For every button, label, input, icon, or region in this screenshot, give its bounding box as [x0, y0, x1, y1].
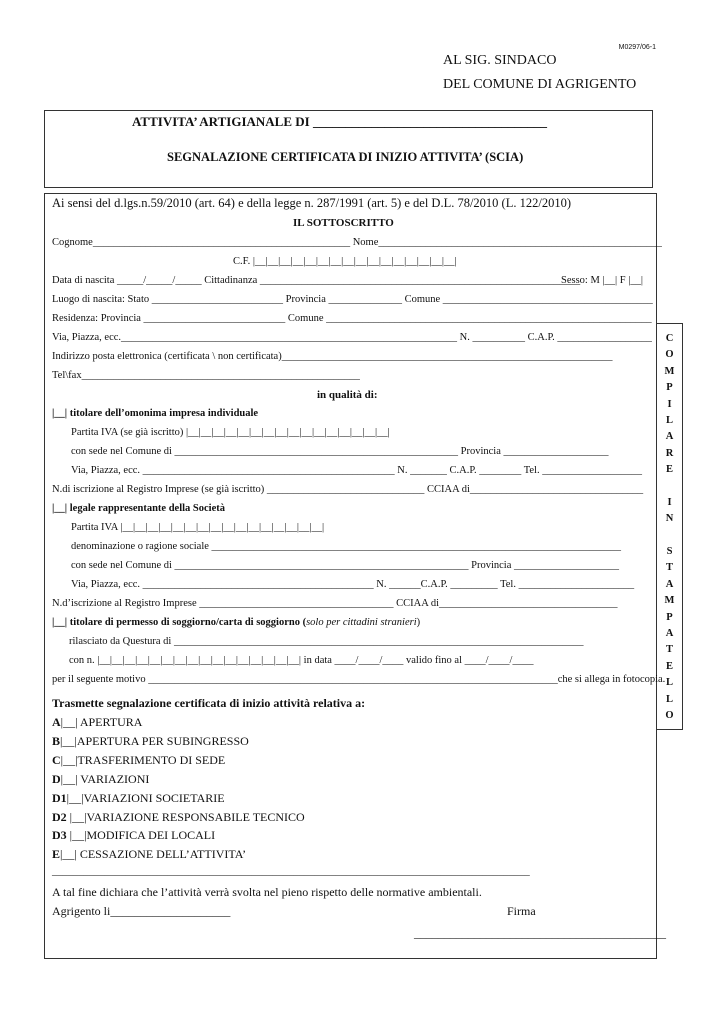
option-text: |__|MODIFICA DEI LOCALI [66, 828, 216, 842]
option-letter: B [52, 734, 61, 748]
option-letter: C [52, 753, 61, 767]
denominazione-field[interactable]: denominazione o ragione sociale ______________________________________________________________________________ [71, 541, 622, 552]
option-text: |__| VARIAZIONI [60, 772, 150, 786]
residenza-field[interactable]: Residenza: Provincia ___________________________ Comune ______________________________________________________________ [52, 313, 652, 324]
vertical-letter: E [665, 464, 673, 476]
via-2-field[interactable]: Via, Piazza, ecc. ____________________________________________ N. ______C.A.P. _________ Tel. ______________________ [71, 579, 635, 590]
cognome-nome-field[interactable]: Cognome_________________________________________________ Nome______________________________________________________ [52, 237, 662, 248]
permesso-numero-field[interactable]: con n. |__|__|__|__|__|__|__|__|__|__|__|__|__|__|__|__| in data ____/____/____ valido fino al ____/____/____ [69, 655, 534, 666]
sede-1-field[interactable]: con sede nel Comune di ______________________________________________________ Provincia ____________________ [71, 446, 609, 457]
vertical-letter: T [665, 562, 673, 574]
firma-label: Firma [507, 904, 536, 918]
option-text: |__|APERTURA PER SUBINGRESSO [60, 734, 249, 748]
form-code: M0297/06-1 [618, 44, 656, 51]
vertical-letter: L [665, 693, 673, 705]
option-subingresso[interactable] [52, 734, 249, 749]
option-letter: D [52, 772, 61, 786]
vertical-instruction [656, 323, 683, 730]
vertical-letter: T [665, 644, 673, 656]
legal-reference: Ai sensi del d.lgs.n.59/2010 (art. 64) e della legge n. 287/1991 (art. 5) e del D.L. 78/2010 (L. 122/2010) [52, 196, 571, 210]
option-variazioni-societarie[interactable] [52, 791, 225, 806]
vertical-letter: R [665, 447, 674, 459]
vertical-letter: L [665, 677, 673, 689]
vertical-letter: M [664, 595, 675, 607]
option-text: |__| APERTURA [60, 715, 143, 729]
option-text: |__|TRASFERIMENTO DI SEDE [60, 753, 226, 767]
option-variazioni[interactable] [52, 772, 149, 787]
option-responsabile-tecnico[interactable] [52, 810, 305, 825]
data-nascita-field[interactable]: Data di nascita _____/_____/_____ Cittadinanza _____________________________________________________________ [52, 275, 581, 286]
partita-iva-1-field[interactable]: Partita IVA (se già iscritto) |__|__|__|__|__|__|__|__|__|__|__|__|__|__|__|__| [71, 427, 390, 438]
partita-iva-2-field[interactable]: Partita IVA |__|__|__|__|__|__|__|__|__|__|__|__|__|__|__|__| [71, 522, 325, 533]
vertical-letter [668, 528, 671, 544]
option-letter: A [52, 715, 61, 729]
registro-2-field[interactable]: N.d’iscrizione al Registro Imprese _____________________________________ CCIAA di__________________________________ [52, 598, 618, 609]
permesso-note: solo per cittadini stranieri [306, 617, 417, 628]
permesso-end: ) [416, 617, 421, 628]
trasmette-heading: Trasmette segnalazione certificata di inizio attività relativa a: [52, 696, 366, 710]
email-field[interactable]: Indirizzo posta elettronica (certificata \ non certificata)_______________________________________________________________ [52, 351, 613, 362]
agrigento-date-field[interactable]: Agrigento li____________________ [52, 904, 231, 918]
option-cessazione[interactable] [52, 847, 246, 862]
form-box [44, 193, 666, 959]
motivo-field[interactable]: per il seguente motivo ______________________________________________________________________________che si allega in fotocopia. [52, 674, 666, 685]
scia-title: SEGNALAZIONE CERTIFICATA DI INIZIO ATTIVITA’ (SCIA) [167, 150, 524, 164]
registro-1-field[interactable]: N.di iscrizione al Registro Imprese (se già iscritto) ______________________________ CCIAA di_________________________________ [52, 484, 644, 495]
titolare-checkbox[interactable]: |__| titolare dell’omonima impresa individuale [52, 408, 259, 419]
via-1-field[interactable]: Via, Piazza, ecc. ________________________________________________ N. _______ C.A.P. ________ Tel. ___________________ [71, 465, 642, 476]
vertical-letter: A [665, 628, 674, 640]
option-text: |__| CESSAZIONE DELL’ATTIVITA’ [60, 847, 247, 861]
vertical-letter: P [666, 382, 673, 394]
vertical-letter: N [665, 513, 674, 525]
separator-line: ___________________________________________________________________________________________ [52, 866, 530, 877]
option-letter: D1 [52, 791, 67, 805]
option-apertura[interactable] [52, 715, 142, 730]
indirizzo-field[interactable]: Via, Piazza, ecc.________________________________________________________________ N. __________ C.A.P. __________________ [52, 332, 652, 343]
vertical-letter: E [665, 660, 673, 672]
sede-2-field[interactable]: con sede nel Comune di ________________________________________________________ Provincia ____________________ [71, 560, 620, 571]
option-text: |__|VARIAZIONI SOCIETARIE [66, 791, 225, 805]
vertical-letter: I [667, 496, 672, 508]
luogo-nascita-field[interactable]: Luogo di nascita: Stato _________________________ Provincia ______________ Comune ________________________________________ [52, 294, 653, 305]
option-letter: E [52, 847, 61, 861]
firma-line[interactable]: __________________________________________ [414, 926, 666, 940]
dichiarazione-text: A tal fine dichiara che l’attività verrà svolta nel pieno rispetto delle normative ambientali. [52, 885, 482, 899]
option-trasferimento[interactable] [52, 753, 225, 768]
vertical-letter: A [665, 578, 674, 590]
permesso-checkbox[interactable] [52, 617, 420, 628]
questura-field[interactable]: rilasciato da Questura di ______________________________________________________________________________ [69, 636, 584, 647]
sottoscritto-heading: IL SOTTOSCRITTO [293, 217, 394, 229]
vertical-letter: A [665, 431, 674, 443]
vertical-letter: O [665, 709, 674, 721]
tel-fax-field[interactable]: Tel\fax_____________________________________________________ [52, 370, 360, 381]
legale-checkbox[interactable]: |__| legale rappresentante della Società [52, 503, 225, 514]
vertical-letter: S [666, 546, 673, 558]
vertical-letter: L [665, 414, 673, 426]
vertical-letter: P [666, 611, 673, 623]
option-modifica-locali[interactable] [52, 828, 215, 843]
permesso-label: |__| titolare di permesso di soggiorno/carta di soggiorno ( [52, 617, 307, 628]
option-text: |__|VARIAZIONE RESPONSABILE TECNICO [66, 810, 305, 824]
codice-fiscale-field[interactable]: C.F. |__|__|__|__|__|__|__|__|__|__|__|__|__|__|__|__| [233, 256, 457, 267]
option-letter: D3 [52, 828, 67, 842]
option-letter: D2 [52, 810, 67, 824]
vertical-letter: M [664, 365, 675, 377]
activity-title: ATTIVITA’ ARTIGIANALE DI ____________________________________ [132, 114, 547, 129]
vertical-letter: I [667, 398, 672, 410]
addressee-line-1: AL SIG. SINDACO [443, 53, 557, 68]
vertical-letter [668, 479, 671, 495]
sesso-field[interactable]: Sesso: M |__| F |__| [561, 275, 643, 286]
qualita-heading: in qualità di: [317, 389, 378, 401]
vertical-letter: C [665, 333, 674, 344]
addressee-line-2: DEL COMUNE DI AGRIGENTO [443, 77, 637, 92]
vertical-letter: O [665, 349, 674, 361]
